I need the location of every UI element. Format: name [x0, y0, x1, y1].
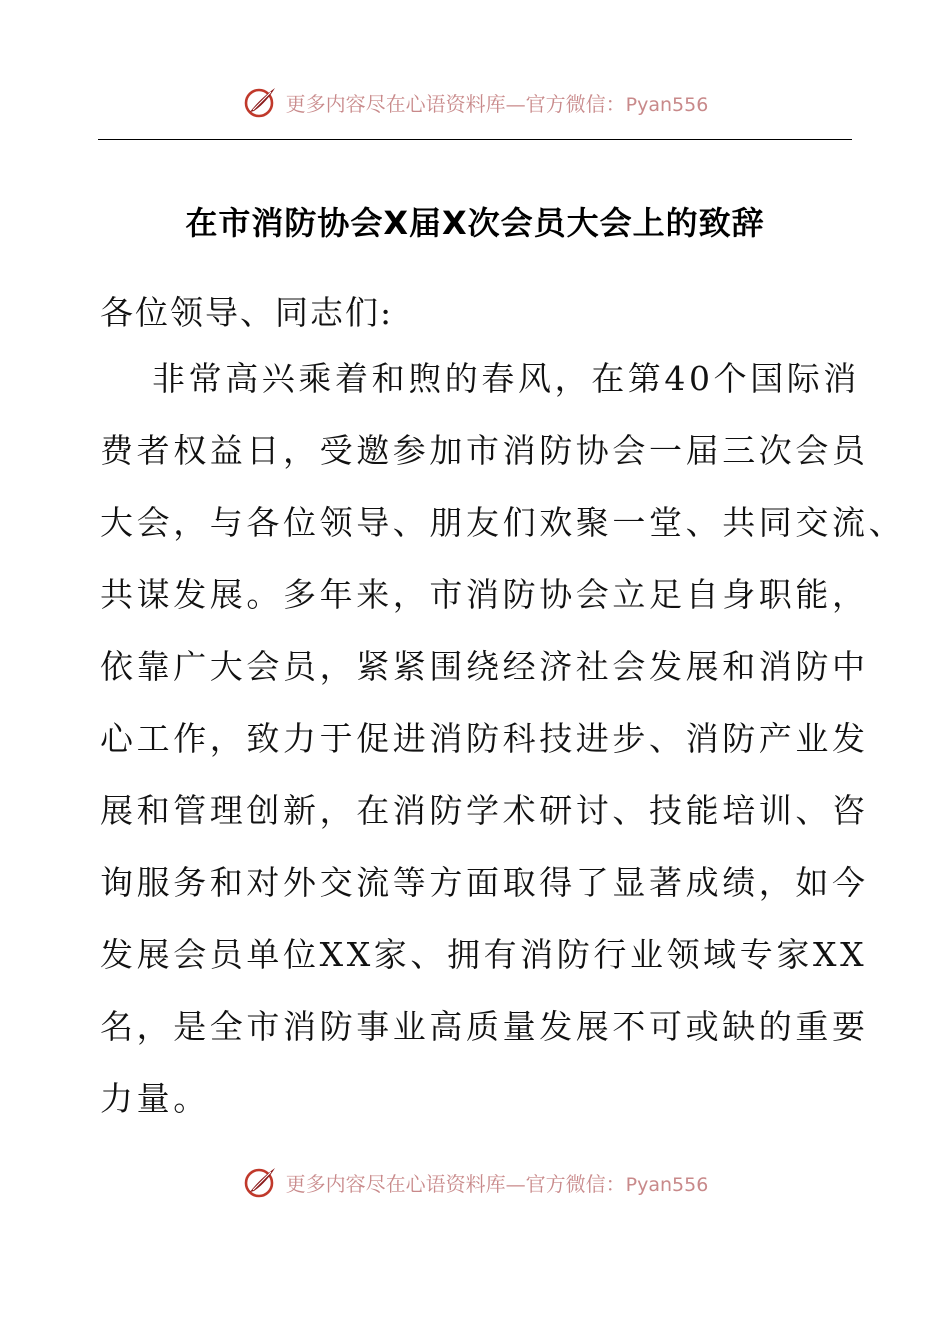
paragraph-line: 名，是全市消防事业高质量发展不可或缺的重要 — [100, 1007, 869, 1046]
paragraph-line: 大会，与各位领导、朋友们欢聚一堂、共同交流、 — [100, 503, 906, 542]
quill-logo-icon — [242, 1164, 278, 1200]
wechat-id: Pyan556 — [625, 93, 709, 116]
body-paragraph — [100, 343, 906, 1135]
paragraph-line: 询服务和对外交流等方面取得了显著成绩，如今 — [100, 863, 869, 902]
watermark-text: 更多内容尽在心语资料库—官方微信：Pyan556 — [285, 91, 709, 116]
footer-watermark — [0, 1164, 950, 1200]
paragraph-line: 力量。 — [100, 1079, 210, 1118]
wechat-id: Pyan556 — [625, 1173, 709, 1196]
paragraph-line: 依靠广大会员，紧紧围绕经济社会发展和消防中 — [100, 647, 869, 686]
paragraph-line: 费者权益日，受邀参加市消防协会一届三次会员 — [100, 431, 869, 470]
paragraph-line: 共谋发展。多年来，市消防协会立足自身职能， — [100, 575, 869, 614]
watermark-text: 更多内容尽在心语资料库—官方微信：Pyan556 — [285, 1171, 709, 1196]
salutation: 各位领导、同志们: — [100, 293, 394, 332]
header-rule — [98, 139, 852, 140]
header-watermark — [0, 84, 950, 120]
paragraph-line: 心工作，致力于促进消防科技进步、消防产业发 — [100, 719, 869, 758]
paragraph-line: 发展会员单位XX家、拥有消防行业领域专家XX — [100, 935, 868, 974]
quill-logo-icon — [242, 84, 278, 120]
document-title: 在市消防协会X届X次会员大会上的致辞 — [185, 204, 765, 242]
paragraph-line: 展和管理创新，在消防学术研讨、技能培训、咨 — [100, 791, 869, 830]
paragraph-line: 非常高兴乘着和煦的春风，在第40个国际消 — [152, 359, 860, 398]
